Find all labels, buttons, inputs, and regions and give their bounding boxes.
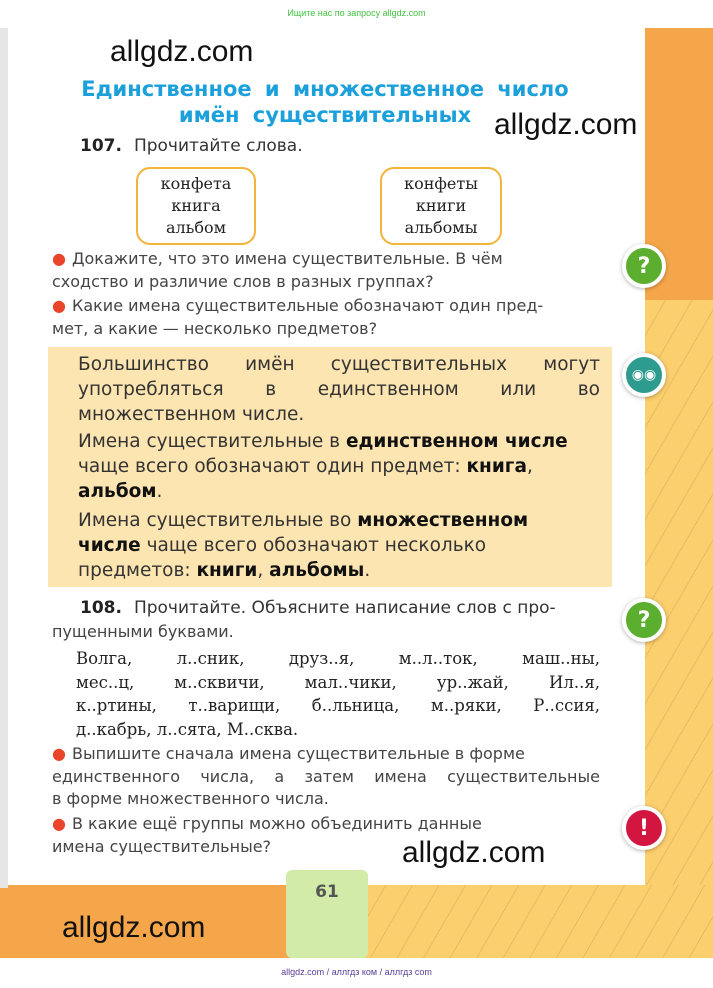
question-108-1 — [52, 743, 600, 811]
plural-words-box — [380, 167, 502, 245]
rule-line: Большинство имён существительных могут — [78, 354, 600, 375]
title-line: Единственное и множественное число — [81, 77, 569, 101]
question-text: Какие имена существительные обозначают один пред- — [71, 296, 544, 315]
question-107-1 — [52, 248, 600, 293]
rule-text-part: Имена существительные в — [78, 431, 346, 452]
question-text: В какие ещё группы можно объединить данные — [71, 814, 482, 833]
page-edge — [0, 28, 8, 888]
rule-bold: множественном — [357, 510, 529, 531]
question-text: сходство и различие слов в разных группах? — [52, 271, 434, 291]
rule-text: Большинство имён существительных могут употребляться в единственном или во множественном числе. Имена существительные в единственном числе чаще всего обозначают один предмет: книга, альбом. Имена существительные во множественном числе чаще всего обозначают несколько предметов: книги, альбомы. — [78, 354, 600, 581]
watermark: allgdz.com — [402, 836, 546, 869]
exercise-number: 108. — [80, 598, 122, 618]
exercise-text: пущенными буквами. — [52, 622, 234, 641]
question-107-2 — [52, 295, 600, 340]
question-text: имена существительные? — [52, 836, 272, 856]
question-text: Докажите, что это имена существительные. В чём — [71, 249, 503, 268]
word: конфета — [160, 174, 232, 193]
word: конфеты — [404, 174, 478, 193]
bullet-icon: ● — [52, 744, 66, 763]
title-line: имён существительных — [178, 103, 472, 127]
watermark: allgdz.com — [62, 911, 206, 944]
rule-bold: книга — [466, 456, 527, 477]
word-line: мес..ц, м..сквичи, мал..чики, ур..жай, Ил..я, — [76, 672, 600, 692]
word: книги — [415, 196, 467, 215]
singular-words-box — [136, 167, 256, 245]
footer-links[interactable]: allgdz.com / аллгдз ком / аллгдз com — [281, 967, 432, 977]
exercise-text: Прочитайте слова. — [133, 136, 303, 156]
exercise-text: Прочитайте. Объясните написание слов с про- — [133, 598, 556, 618]
word: альбом — [165, 218, 227, 237]
rule-line: употребляться в единственном или во — [78, 379, 600, 400]
rule-text-part: чаще всего обозначают один предмет: — [78, 456, 467, 477]
rule-bold: книги — [196, 560, 258, 581]
exercise-107-heading — [80, 136, 303, 156]
question-text: в форме множественного числа. — [52, 789, 329, 808]
rule-line: множественном числе. — [78, 404, 305, 425]
question-text: Выпишите сначала имена существительные в форме — [71, 744, 525, 763]
word-line: Волга, л..сник, друз..я, м..л..ток, маш..ны, — [76, 649, 600, 668]
word: книга — [171, 196, 221, 215]
header-note[interactable]: Ищите нас по запросу allgdz.com — [287, 8, 426, 18]
rule-bold: единственном числе — [345, 431, 568, 452]
page-number: 61 — [286, 870, 368, 958]
bullet-icon: ● — [52, 814, 66, 833]
word-line: к..ртины, т..варищи, б..льница, м..ряки, Р..ссия, — [76, 696, 600, 715]
bullet-icon: ● — [52, 296, 66, 315]
rule-bold: альбомы — [269, 560, 365, 581]
watermark: allgdz.com — [494, 108, 638, 141]
word-line: д..кабрь, л..сята, М..сква. — [76, 719, 299, 739]
question-text: мет, а какие — несколько предметов? — [52, 318, 378, 338]
watermark: allgdz.com — [110, 35, 254, 68]
exercise-108-heading — [80, 598, 556, 618]
exercise-number: 107. — [80, 136, 122, 156]
word: альбомы — [404, 218, 478, 237]
owl-icon: ◉◉ — [622, 353, 666, 397]
decor-lines-bottom — [360, 885, 713, 958]
rule-text-part: чаще всего обозначают несколько — [140, 535, 487, 556]
rule-bold: числе — [78, 535, 141, 556]
exercise-108-words — [76, 647, 600, 741]
rule-bold: альбом — [78, 481, 157, 502]
rule-text-part: Имена существительные во — [78, 510, 358, 531]
question-icon: ? — [622, 244, 666, 288]
bullet-icon: ● — [52, 249, 66, 268]
attention-icon: ! — [622, 806, 666, 850]
question-icon: ? — [622, 598, 666, 642]
exercise-108-text-cont — [52, 621, 600, 644]
question-text: единственного числа, а затем имена существительные — [52, 766, 600, 786]
rule-text-part: предметов: — [78, 560, 197, 581]
